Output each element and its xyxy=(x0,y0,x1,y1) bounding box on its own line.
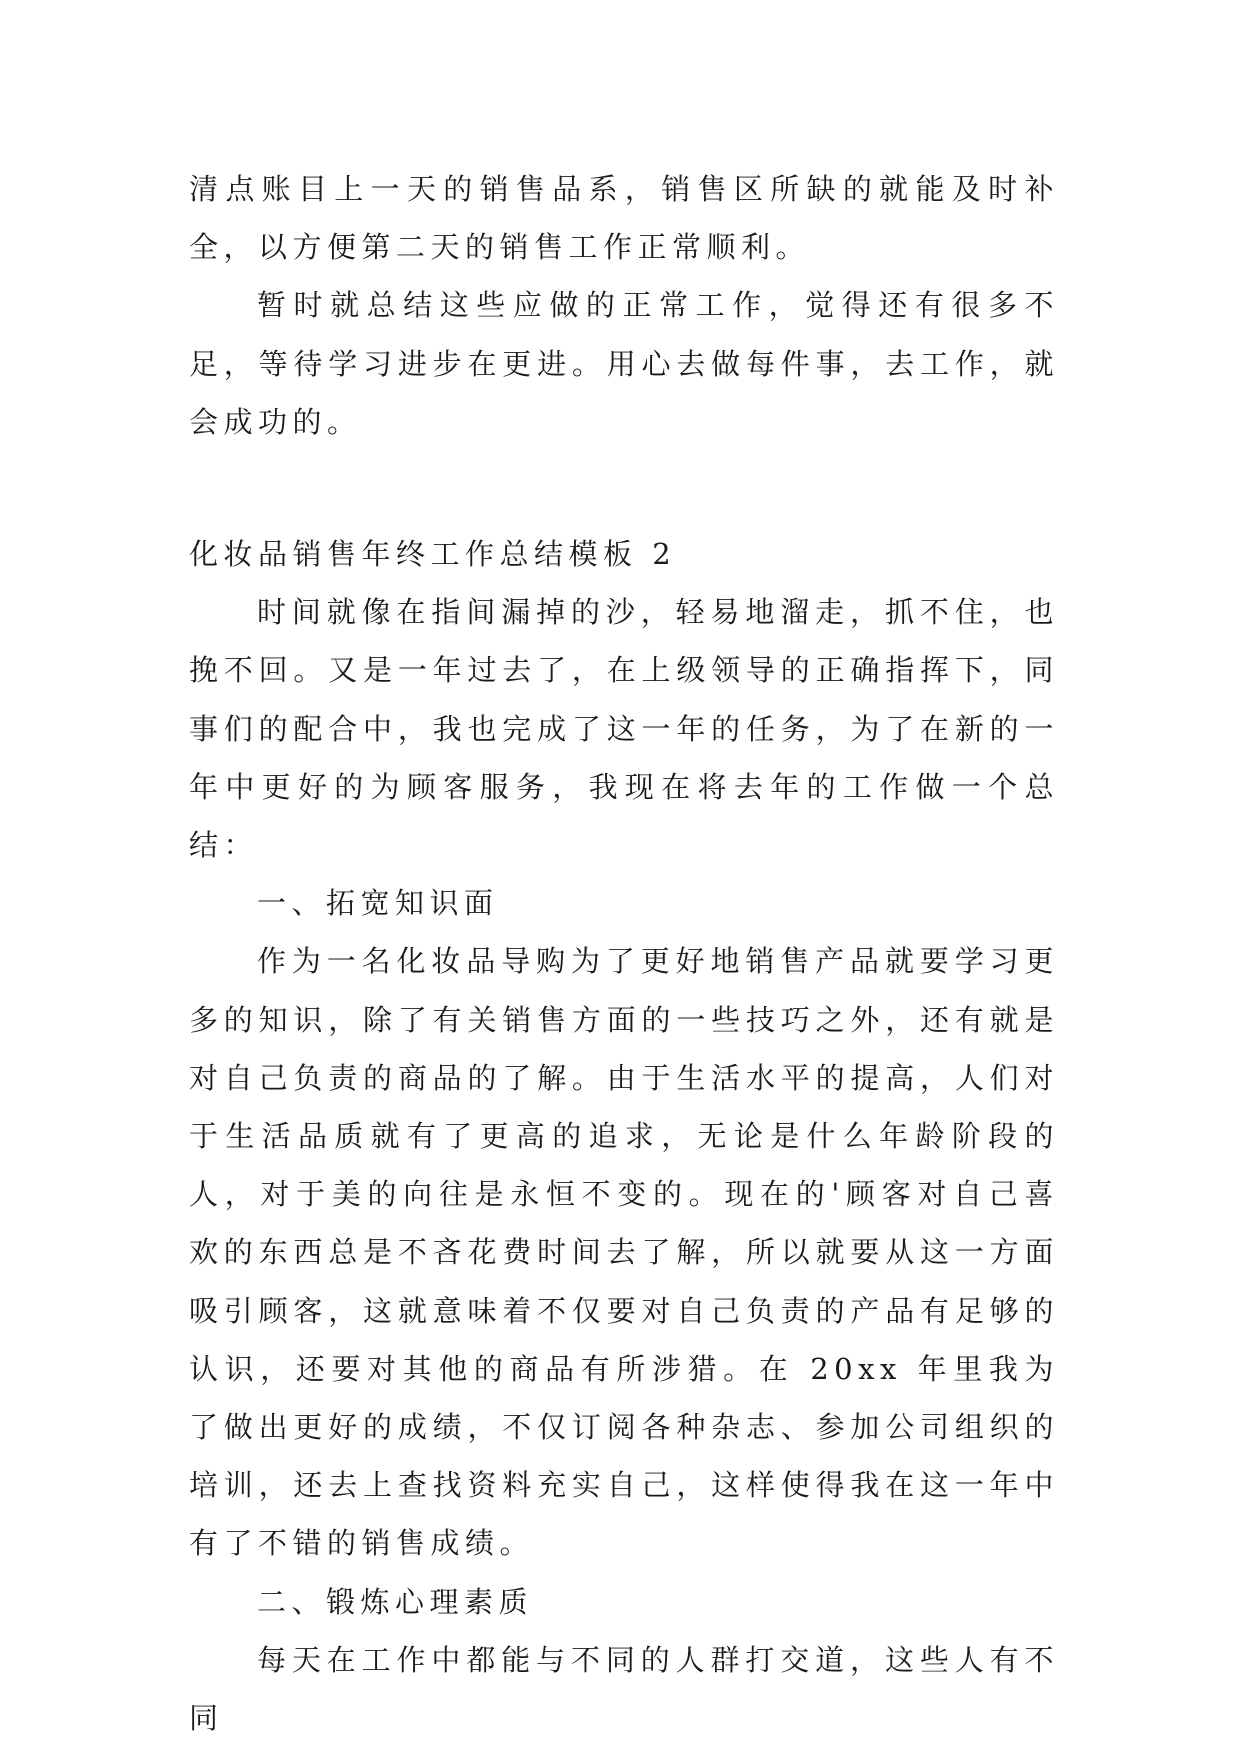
section-heading-knowledge: 一、拓宽知识面 xyxy=(257,886,499,921)
section-spacer xyxy=(189,451,1059,525)
section-paragraph-psychology: 每天在工作中都能与不同的人群打交道，这些人有不同 xyxy=(189,1642,1059,1736)
continued-paragraph: 清点账目上一天的销售品系，销售区所缺的就能及时补全，以方便第二天的销售工作正常顺利。 xyxy=(189,172,1059,265)
document-body xyxy=(189,160,1059,1747)
section-paragraph-knowledge: 作为一名化妆品导购为了更好地销售产品就要学习更多的知识，除了有关销售方面的一些技巧之外，还有就是对自己负责的商品的了解。由于生活水平的提高，人们对于生活品质就有了更高的追求，无论是什么年龄阶段的人，对于美的向往是永恒不变的。现在的'顾客对自己喜欢的东西总是不吝花费时间去了解，所以就要从这一方面吸引顾客，这就意味着不仅要对自己负责的产品有足够的认识，还要对其他的商品有所涉猎。在 20xx 年里我为了做出更好的成绩，不仅订阅各种杂志、参加公司组织的培训，还去上查找资料充实自己，这样使得我在这一年中有了不错的销售成绩。 xyxy=(189,944,1059,1561)
section-heading-psychology: 二、锻炼心理素质 xyxy=(257,1584,534,1619)
opening-paragraph: 时间就像在指间漏掉的沙，轻易地溜走，抓不住，也挽不回。又是一年过去了，在上级领导的正确指挥下，同事们的配合中，我也完成了这一年的任务，为了在新的一年中更好的为顾客服务，我现在将去年的工作做一个总结： xyxy=(189,595,1059,863)
closing-paragraph: 暂时就总结这些应做的正常工作，觉得还有很多不足，等待学习进步在更进。用心去做每件事，去工作，就会成功的。 xyxy=(189,288,1059,439)
document-title: 化妆品销售年终工作总结模板 2 xyxy=(189,537,677,572)
